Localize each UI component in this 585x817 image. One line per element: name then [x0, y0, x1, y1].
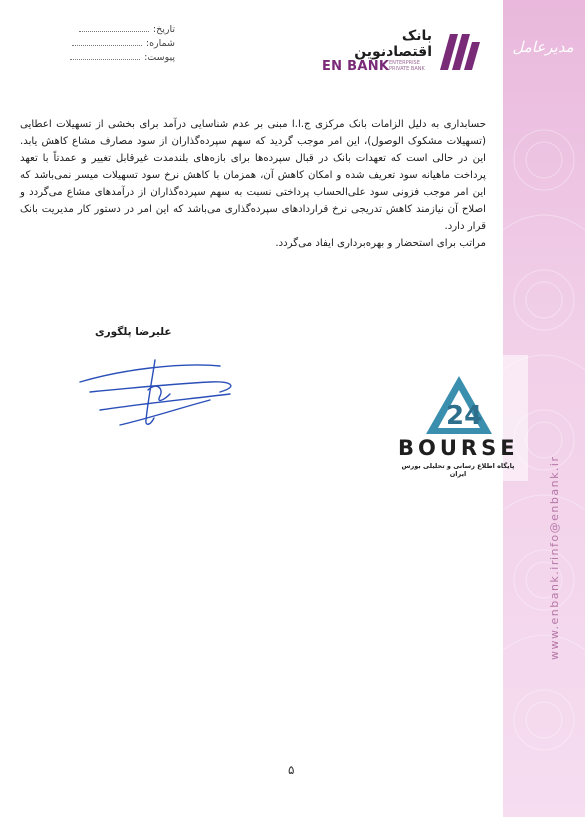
letter-paragraph-1: حسابداری به دلیل الزامات بانک مرکزی ج.ا.ا مبنی بر عدم شناسایی درآمد برای بخشی از تسهیلات اعطایی (تسهیلات مشکوک الوصول)، این امر موجب گردید که سهم سپرده‌گذاران از سود مصارف مشاع کاهش یابد. این در حالی است که تعهدات بانک در قبال سپرده‌ها برای بازه‌های بلندمدت غیرقابل تغییر و عمدتاً با تعهد پرداخت ماهیانه سود تعریف شده و امکان کاهش آن، همزمان با کاهش نرخ سود تسهیلات میسر نمی‌باشد که این امر موجب فزونی سود علی‌الحساب پرداختی نسبت به سهم سپرده‌گذاران از درآمدهای مشاع می‌گردد و اصلاح آن نیازمند کاهش تدریجی نرخ قراردادهای سپرده‌گذاری می‌باشد که این امر در دستور کار مدیریت بانک قرار دارد. — [20, 119, 486, 232]
number-line — [72, 36, 142, 46]
attachment-label: پیوست: — [144, 52, 175, 63]
bank-logo-icon — [434, 30, 482, 74]
letter-meta-block — [55, 22, 175, 64]
watermark-brand: BOURSE — [398, 436, 519, 460]
vertical-email-text: info@enbank.ir — [548, 455, 561, 560]
signer-name: علیرضا پلگوری — [95, 326, 172, 338]
letter-paragraph-2: مراتب برای استحضار و بهره‌برداری ایفاد می‌گردد. — [275, 238, 486, 249]
bank-name-english-small — [389, 60, 425, 72]
vertical-website-text: www.enbank.ir — [548, 559, 561, 660]
bank-small-line-1: ENTERPRISE — [389, 60, 420, 66]
bank-name-english: EN BANK — [322, 59, 390, 74]
bank-name-persian: بانک اقتصادنوین — [354, 28, 432, 60]
side-title-managing-director: مدیرعامل — [512, 38, 574, 56]
date-row — [55, 22, 175, 36]
handwritten-signature — [60, 330, 260, 440]
svg-text:24: 24 — [446, 401, 483, 431]
bourse24-logo-icon — [424, 374, 494, 436]
date-label: تاریخ: — [152, 24, 175, 35]
letter-body — [20, 116, 486, 252]
number-row — [55, 36, 175, 50]
page-number: ۵ — [288, 763, 295, 777]
attachment-line — [70, 50, 140, 60]
watermark-subtitle: پایگاه اطلاع رسانی و تحلیلی بورس ایران — [401, 462, 515, 478]
number-label: شماره: — [145, 38, 175, 49]
bank-small-line-2: PRIVATE BANK — [389, 66, 425, 72]
date-line — [79, 22, 149, 32]
attachment-row — [55, 50, 175, 64]
